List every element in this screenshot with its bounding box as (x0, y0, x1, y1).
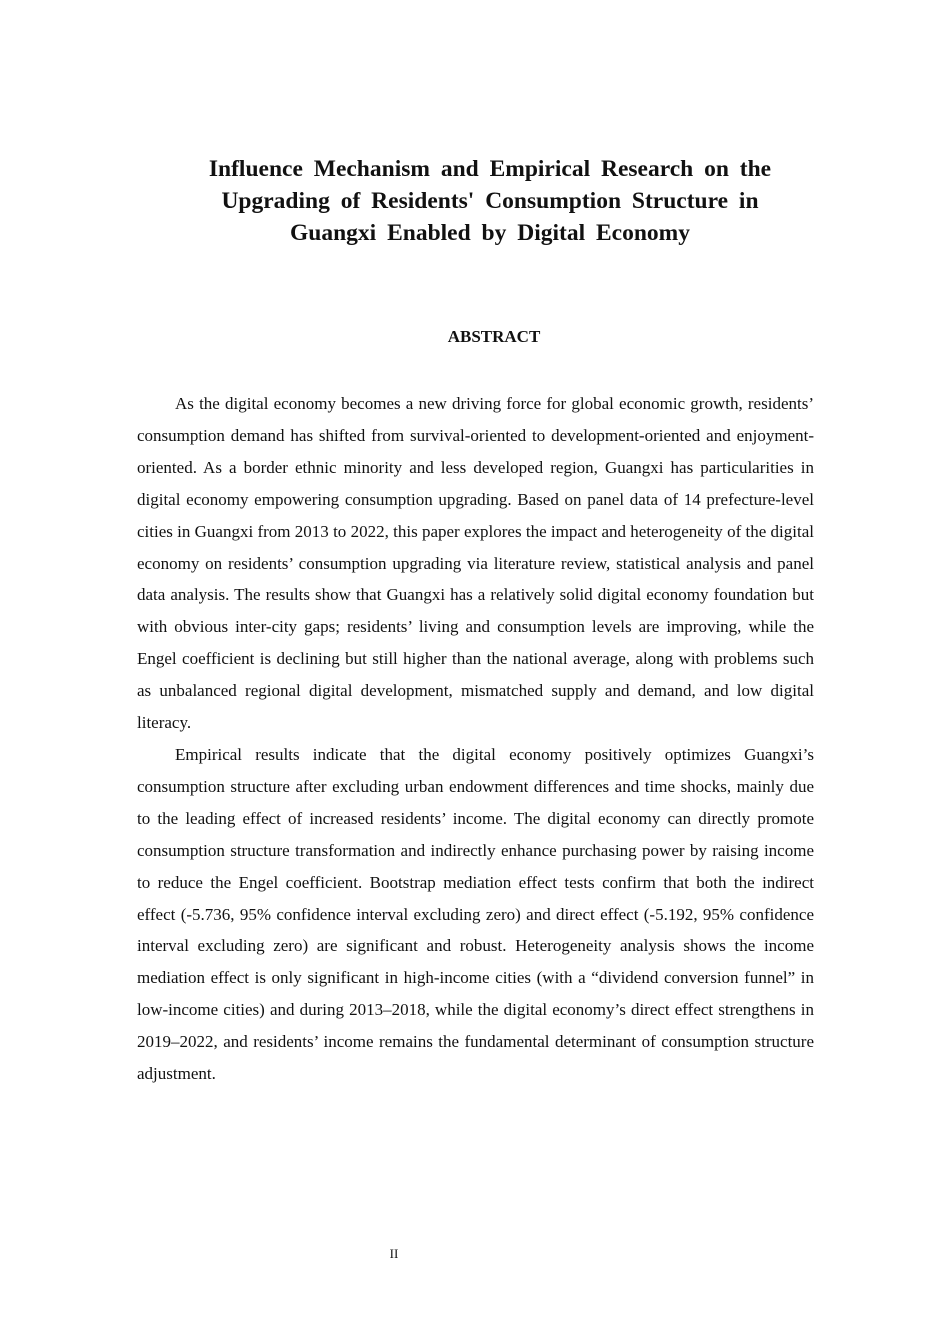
abstract-body (137, 388, 814, 1090)
abstract-paragraph: Empirical results indicate that the digital economy positively optimizes Guangxi’s consumption structure after excluding urban endowment differences and time shocks, mainly due to the leading effect of increased residents’ income. The digital economy can directly promote consumption structure transformation and indirectly enhance purchasing power by raising income to reduce the Engel coefficient. Bootstrap mediation effect tests confirm that both the indirect effect (-5.736, 95% confidence interval excluding zero) and direct effect (-5.192, 95% confidence interval excluding zero) are significant and robust. Heterogeneity analysis shows the income mediation effect is only significant in high-income cities (with a “dividend conversion funnel” in low-income cities) and during 2013–2018, while the digital economy’s direct effect strengthens in 2019–2022, and residents’ income remains the fundamental determinant of consumption structure adjustment. (137, 744, 814, 1084)
document-title (170, 153, 810, 249)
title-line: Guangxi Enabled by Digital Economy (290, 220, 690, 246)
title-line: Upgrading of Residents' Consumption Structure in (221, 188, 759, 214)
page-number: II (389, 1246, 399, 1261)
abstract-paragraph: As the digital economy becomes a new driving force for global economic growth, residents’ consumption demand has shifted from survival-oriented to development-oriented and enjoyment-oriented. As a border ethnic minority and less developed region, Guangxi has particularities in digital economy empowering consumption upgrading. Based on panel data of 14 prefecture-level cities in Guangxi from 2013 to 2022, this paper explores the impact and heterogeneity of the digital economy on residents’ consumption upgrading via literature review, statistical analysis and panel data analysis. The results show that Guangxi has a relatively solid digital economy foundation but with obvious inter-city gaps; residents’ living and consumption levels are improving, while the Engel coefficient is declining but still higher than the national average, along with problems such as unbalanced regional digital development, mismatched supply and demand, and low digital literacy. (137, 394, 814, 733)
title-line: Influence Mechanism and Empirical Research on the (208, 156, 772, 182)
abstract-heading: ABSTRACT (447, 327, 541, 346)
